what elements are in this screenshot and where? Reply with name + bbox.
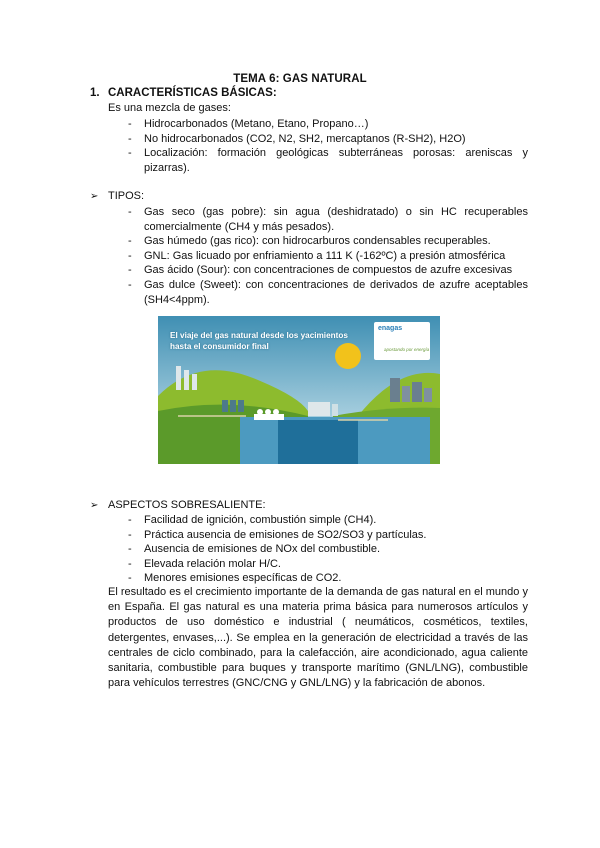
list-item: - Facilidad de ignición, combustión simple (CH4). (128, 514, 377, 526)
list-item: - Gas ácido (Sour): con concentraciones de compuestos de azufre excesivas (128, 264, 513, 277)
building (390, 378, 400, 402)
section-heading (90, 87, 277, 99)
deep-water (278, 420, 358, 464)
tipos-heading-text: TIPOS: (108, 190, 145, 202)
list-item: - No hidrocarbonados (CO2, N2, SH2, mercaptanos (R-SH2), H2O) (128, 132, 466, 145)
list-item: - Ausencia de emisiones de NOx del combustible. (128, 543, 381, 556)
tower (184, 370, 189, 390)
tower (176, 366, 181, 390)
building (412, 382, 422, 402)
list-item: - Gas húmedo (gas rico): con hidrocarburos condensables recuperables. (128, 235, 491, 248)
section-intro: Es una mezcla de gases: (108, 102, 231, 114)
ship-tank (257, 409, 263, 415)
body-paragraph: El resultado es el crecimiento importante de la demanda de gas natural en el mundo y en España. El gas natural es una materia prima básica para numerosos artículos y productos de uso doméstico e industrial ( neumáticos, cosméticos, textiles, detergentes, envases,...). Se emplea en la generación de electricidad a través de las centrales de ciclo combinado, para la calefacción, aire acondicionado, agua caliente sanitaria, combustible para buques y transporte marítimo (GNL/LNG), combustible para vehículos terrestres (GNC/CNG y GNL/LNG) y la fabricación de abonos. (108, 586, 528, 690)
list-item: - Gas seco (gas pobre): sin agua (deshidratado) o sin HC recuperables comercialmente (CH4 y más pesados). (128, 206, 528, 233)
tank (222, 400, 228, 412)
logo-text: enagas (378, 325, 403, 332)
list-item: - Localización: formación geológicas subterráneas porosas: areniscas y pizarras). (128, 147, 528, 174)
tipos-list (108, 205, 528, 307)
list-item: - Hidrocarbonados (Metano, Etano, Propano…) (128, 118, 369, 130)
aspectos-heading (90, 499, 266, 511)
ship-tank (265, 409, 271, 415)
section-number: 1. (90, 87, 100, 99)
aspectos-list (108, 513, 528, 586)
section-heading-text: CARACTERÍSTICAS BÁSICAS: (108, 87, 277, 99)
list-item: - Gas dulce (Sweet): con concentraciones de derivados de azufre aceptables (SH4<4ppm). (128, 278, 528, 306)
terminal-building (308, 402, 330, 416)
tank (238, 400, 244, 412)
ship (254, 414, 284, 420)
arrowhead-bullet-icon: ➢ (90, 191, 99, 202)
tipos-heading (90, 190, 144, 202)
aspectos-heading-text: ASPECTOS SOBRESALIENTE: (108, 499, 266, 511)
building (402, 386, 410, 402)
list-item: - Menores emisiones específicas de CO2. (128, 572, 342, 585)
logo-tagline: apostando por energía (384, 347, 430, 352)
tank (230, 400, 236, 412)
list-item: - GNL: Gas licuado por enfriamiento a 111 K (-162ºC) a presión atmosférica (128, 249, 506, 262)
ship-tank (273, 409, 279, 415)
arrowhead-bullet-icon: ➢ (90, 500, 99, 511)
gas-journey-illustration (158, 316, 440, 464)
enagas-logo (374, 322, 430, 360)
building (424, 388, 432, 402)
composition-list (108, 117, 528, 175)
terminal-tank (332, 404, 338, 416)
tower (192, 374, 197, 390)
list-item: - Práctica ausencia de emisiones de SO2/SO3 y partículas. (128, 528, 427, 541)
illustration-title: El viaje del gas natural desde los yacimientos hasta el consumidor final (170, 331, 348, 351)
document-title: TEMA 6: GAS NATURAL (233, 73, 367, 85)
list-item: - Elevada relación molar H/C. (128, 557, 281, 570)
